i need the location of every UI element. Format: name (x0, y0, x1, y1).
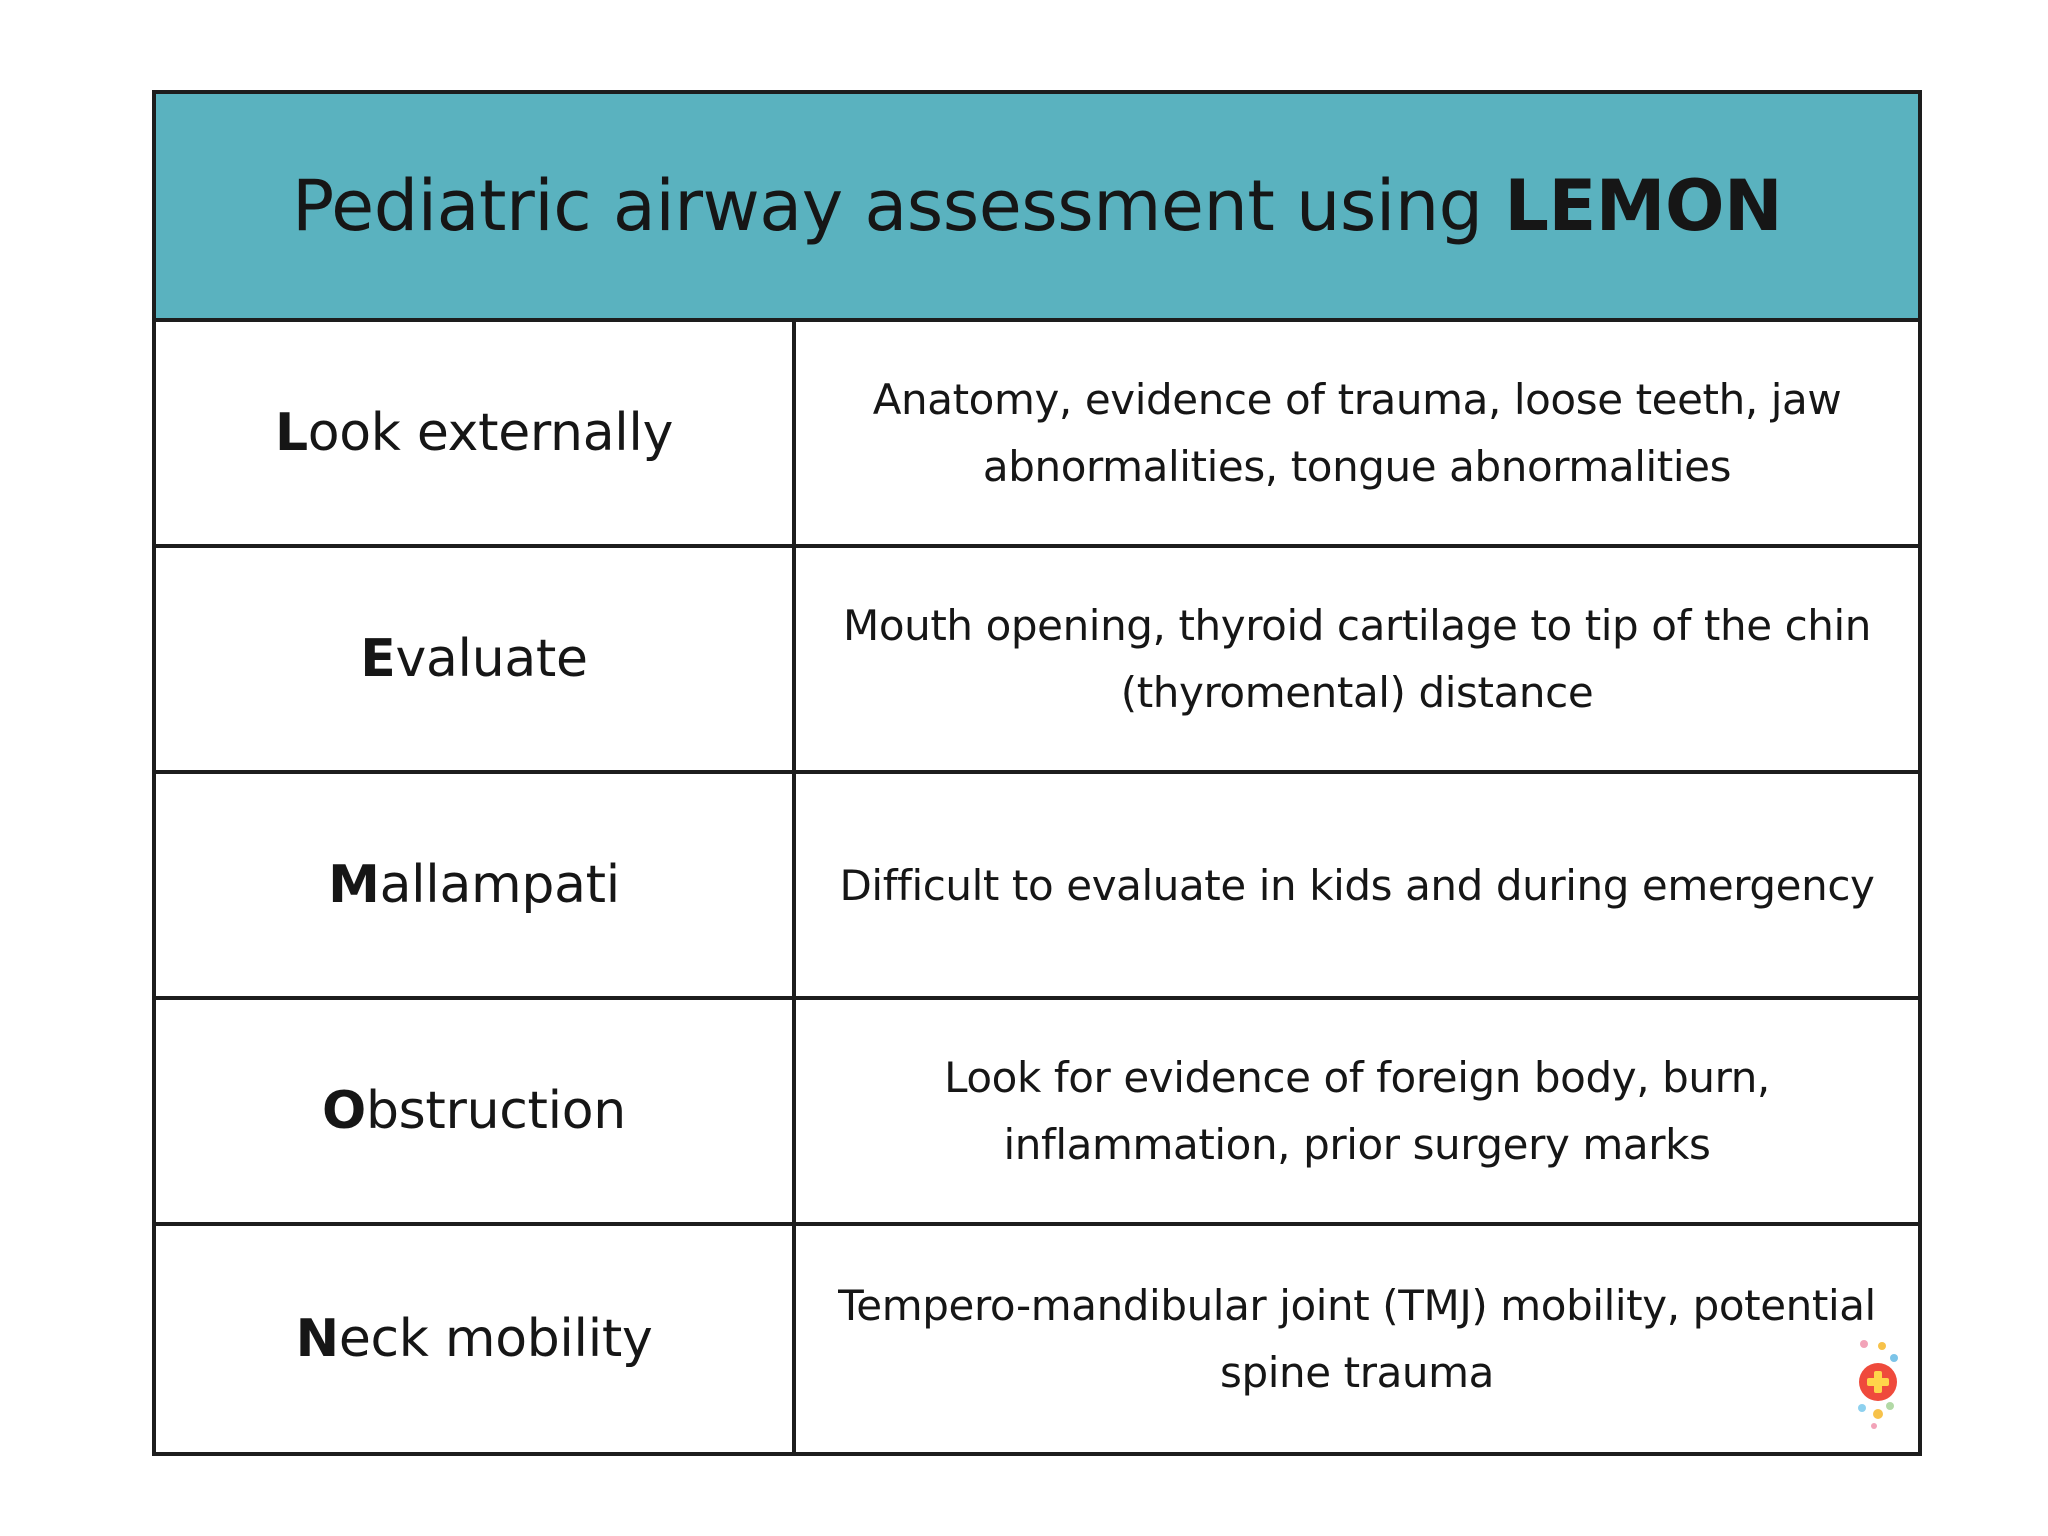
table-title-bold: LEMON (1504, 165, 1783, 247)
lemon-assessment-table (152, 90, 1922, 1456)
table-title-regular: Pediatric airway assessment using (291, 165, 1505, 247)
description-cell (796, 774, 1918, 996)
term-initial: M (328, 855, 380, 915)
term-initial: E (360, 629, 396, 689)
table-row-obstruction (156, 1000, 1918, 1226)
description-cell (796, 1000, 1918, 1222)
description-text: Look for evidence of foreign body, burn, inflammation, prior surgery marks (944, 1053, 1770, 1169)
term-initial: N (295, 1309, 339, 1369)
description-text: Mouth opening, thyroid cartilage to tip of the chin (thyromental) distance (843, 601, 1871, 717)
table-header (156, 94, 1918, 322)
term-rest: bstruction (365, 1081, 626, 1141)
table-row-look-externally (156, 322, 1918, 548)
table-title (292, 165, 1782, 247)
term-rest: allampati (379, 855, 620, 915)
description-text: Tempero-mandibular joint (TMJ) mobility, potential spine trauma (838, 1281, 1876, 1397)
term-rest: ook externally (307, 403, 674, 463)
description-cell (796, 322, 1918, 544)
description-cell (796, 1226, 1918, 1452)
term-cell (156, 548, 796, 770)
description-text: Anatomy, evidence of trauma, loose teeth, jaw abnormalities, tongue abnormalities (872, 375, 1842, 491)
term-cell (156, 1000, 796, 1222)
term-initial: L (274, 403, 308, 463)
table-row-evaluate (156, 548, 1918, 774)
description-cell (796, 548, 1918, 770)
table-row-neck-mobility (156, 1226, 1918, 1452)
table-row-mallampati (156, 774, 1918, 1000)
term-rest: valuate (395, 629, 588, 689)
term-cell (156, 774, 796, 996)
description-text: Difficult to evaluate in kids and during emergency (839, 860, 1875, 910)
term-cell (156, 322, 796, 544)
term-initial: O (322, 1081, 366, 1141)
term-rest: eck mobility (338, 1309, 653, 1369)
term-cell (156, 1226, 796, 1452)
medical-cross-logo-icon (1852, 1336, 1904, 1432)
